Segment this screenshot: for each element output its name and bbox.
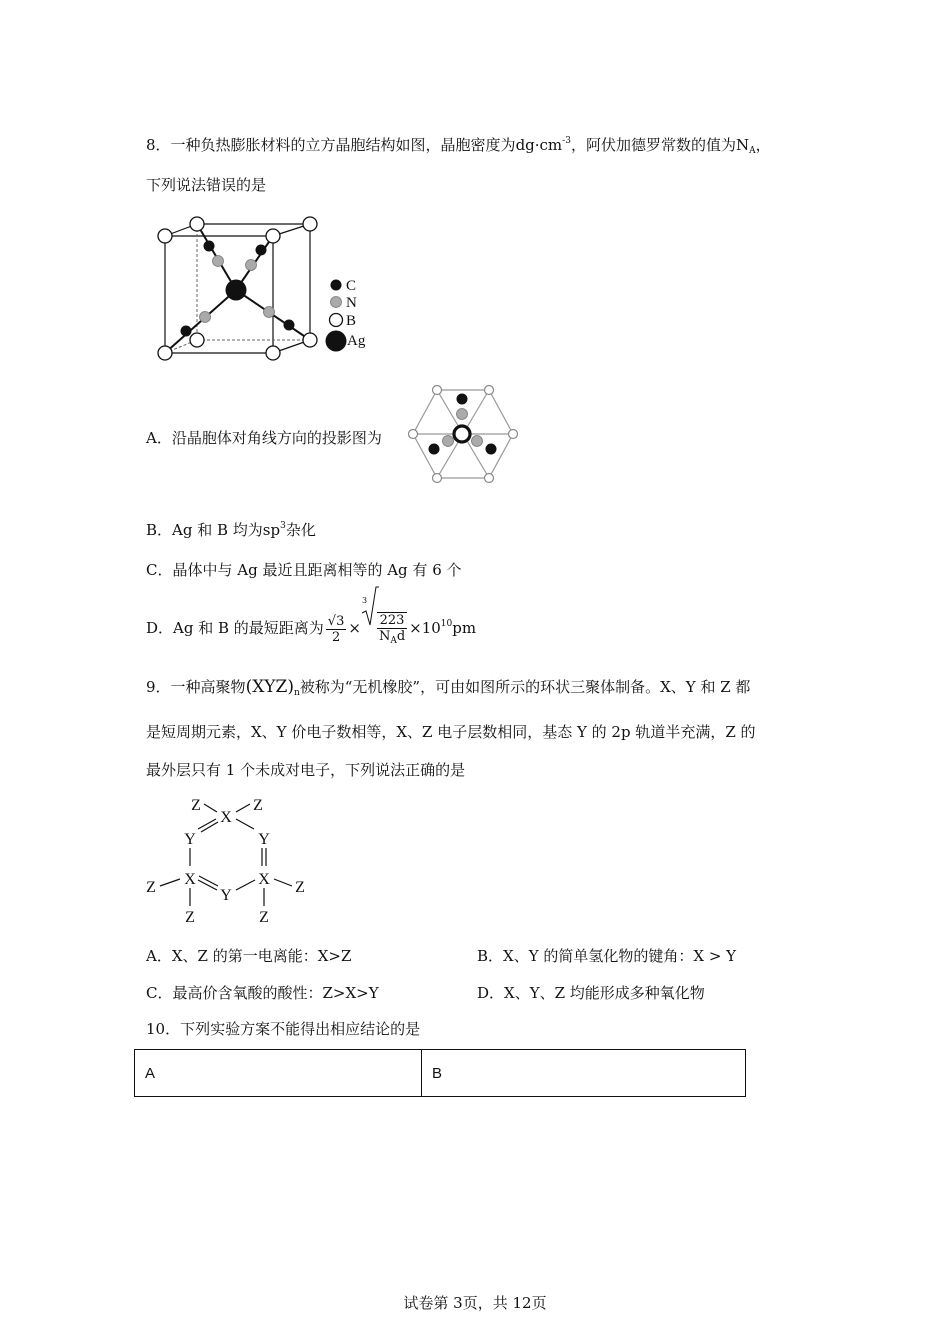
cube-root: 3 $\frac{223}{N_Ad}$ — [361, 607, 409, 651]
b-atom — [190, 333, 204, 347]
q8-option-a: A．沿晶胞体对角线方向的投影图为 — [146, 429, 382, 447]
table-row — [135, 1050, 746, 1097]
c-atom — [204, 241, 215, 252]
b-atom — [303, 333, 317, 347]
b-atom — [190, 217, 204, 231]
legend-b-marker — [330, 314, 343, 327]
legend-c-label: C — [346, 278, 357, 294]
q10-stem: 10．下列实验方案不能得出相应结论的是 — [146, 1020, 421, 1038]
b-atom — [158, 346, 172, 360]
trimer-structure-figure — [140, 792, 320, 930]
n-atom — [200, 312, 211, 323]
proj-center-atom — [454, 426, 470, 442]
svg-text:Z: Z — [191, 797, 201, 814]
q9-stem-line3: 最外层只有 1 个未成对电子，下列说法正确的是 — [146, 761, 466, 779]
q9-option-b: B．X、Y 的简单氢化物的键角：X > Y — [477, 947, 737, 965]
legend-n-marker — [331, 297, 342, 308]
q8-stem-line2: 下列说法错误的是 — [146, 176, 267, 194]
q9-option-a: A．X、Z 的第一电离能：X>Z — [146, 947, 352, 965]
c-atom — [181, 326, 192, 337]
page-footer: 试卷第 3页，共 12页 — [403, 1294, 547, 1312]
n-atom — [264, 307, 275, 318]
q9-option-d: D．X、Y、Z 均能形成多种氧化物 — [477, 984, 705, 1002]
svg-text:Y: Y — [220, 887, 232, 904]
q8-number: 8． — [146, 136, 171, 154]
svg-text:Z: Z — [295, 879, 305, 896]
projection-figure — [408, 384, 518, 486]
q9-number: 9． — [146, 678, 171, 696]
c-atom — [256, 245, 267, 256]
c-atom — [284, 320, 295, 331]
legend-n-label: N — [346, 295, 357, 311]
n-atom — [213, 256, 224, 267]
q9-stem-line1: 9．一种高聚物$(XYZ)_n$被称为“无机橡胶”，可由如图所示的环状三聚体制备。X、Y 和 Z 都 — [146, 677, 751, 698]
q8-stem-line1: 8．一种负热膨胀材料的立方晶胞结构如图，晶胞密度为$dg\cdot cm^{-3}$，阿伏加德罗常数的值为$N_A$， — [146, 136, 771, 156]
proj-c-atom — [457, 394, 468, 405]
svg-text:Y: Y — [184, 831, 196, 848]
legend-c-marker — [331, 280, 342, 291]
proj-n-atom — [457, 409, 468, 420]
ag-atom — [226, 280, 247, 301]
q8-option-d: D．Ag 和 B 的最短距离为 $\frac{√3}{2}$ × 3 $\frac{223}{N_Ad}$ $\times 10^{10}pm$ — [146, 602, 476, 651]
proj-c-atom — [486, 444, 497, 455]
legend-ag-marker — [326, 331, 347, 352]
b-atom — [266, 346, 280, 360]
q10-table — [134, 1049, 746, 1097]
svg-text:Z: Z — [253, 797, 263, 814]
svg-text:X: X — [184, 871, 196, 888]
q9-option-c: C．最高价含氧酸的酸性：Z>X>Y — [146, 984, 379, 1002]
b-atom — [158, 229, 172, 243]
q8-option-c: C．晶体中与 Ag 最近且距离相等的 Ag 有 6 个 — [146, 561, 462, 579]
proj-c-atom — [429, 444, 440, 455]
svg-text:Z: Z — [146, 879, 156, 896]
proj-n-atom — [472, 436, 483, 447]
b-atom — [303, 217, 317, 231]
q8-option-b: B．Ag 和 B 均为$sp^3$杂化 — [146, 521, 316, 539]
svg-text:X: X — [258, 871, 270, 888]
q9-stem-line2: 是短周期元素，X、Y 价电子数相等，X、Z 电子层数相同，基态 Y 的 2p 轨道半充满，Z 的 — [146, 723, 756, 741]
table-header-a: A — [135, 1050, 422, 1097]
svg-text:Z: Z — [259, 909, 269, 926]
legend-ag-label: Ag — [347, 333, 366, 349]
svg-text:X: X — [220, 809, 232, 826]
crystal-cell-figure — [150, 212, 380, 367]
proj-n-atom — [443, 436, 454, 447]
b-atom — [266, 229, 280, 243]
svg-text:Z: Z — [185, 909, 195, 926]
legend-b-label: B — [346, 313, 357, 329]
table-header-b: B — [422, 1050, 746, 1097]
d-fraction: $\frac{√3}{2}$ — [327, 613, 345, 645]
n-atom — [246, 260, 257, 271]
svg-text:Y: Y — [258, 831, 270, 848]
